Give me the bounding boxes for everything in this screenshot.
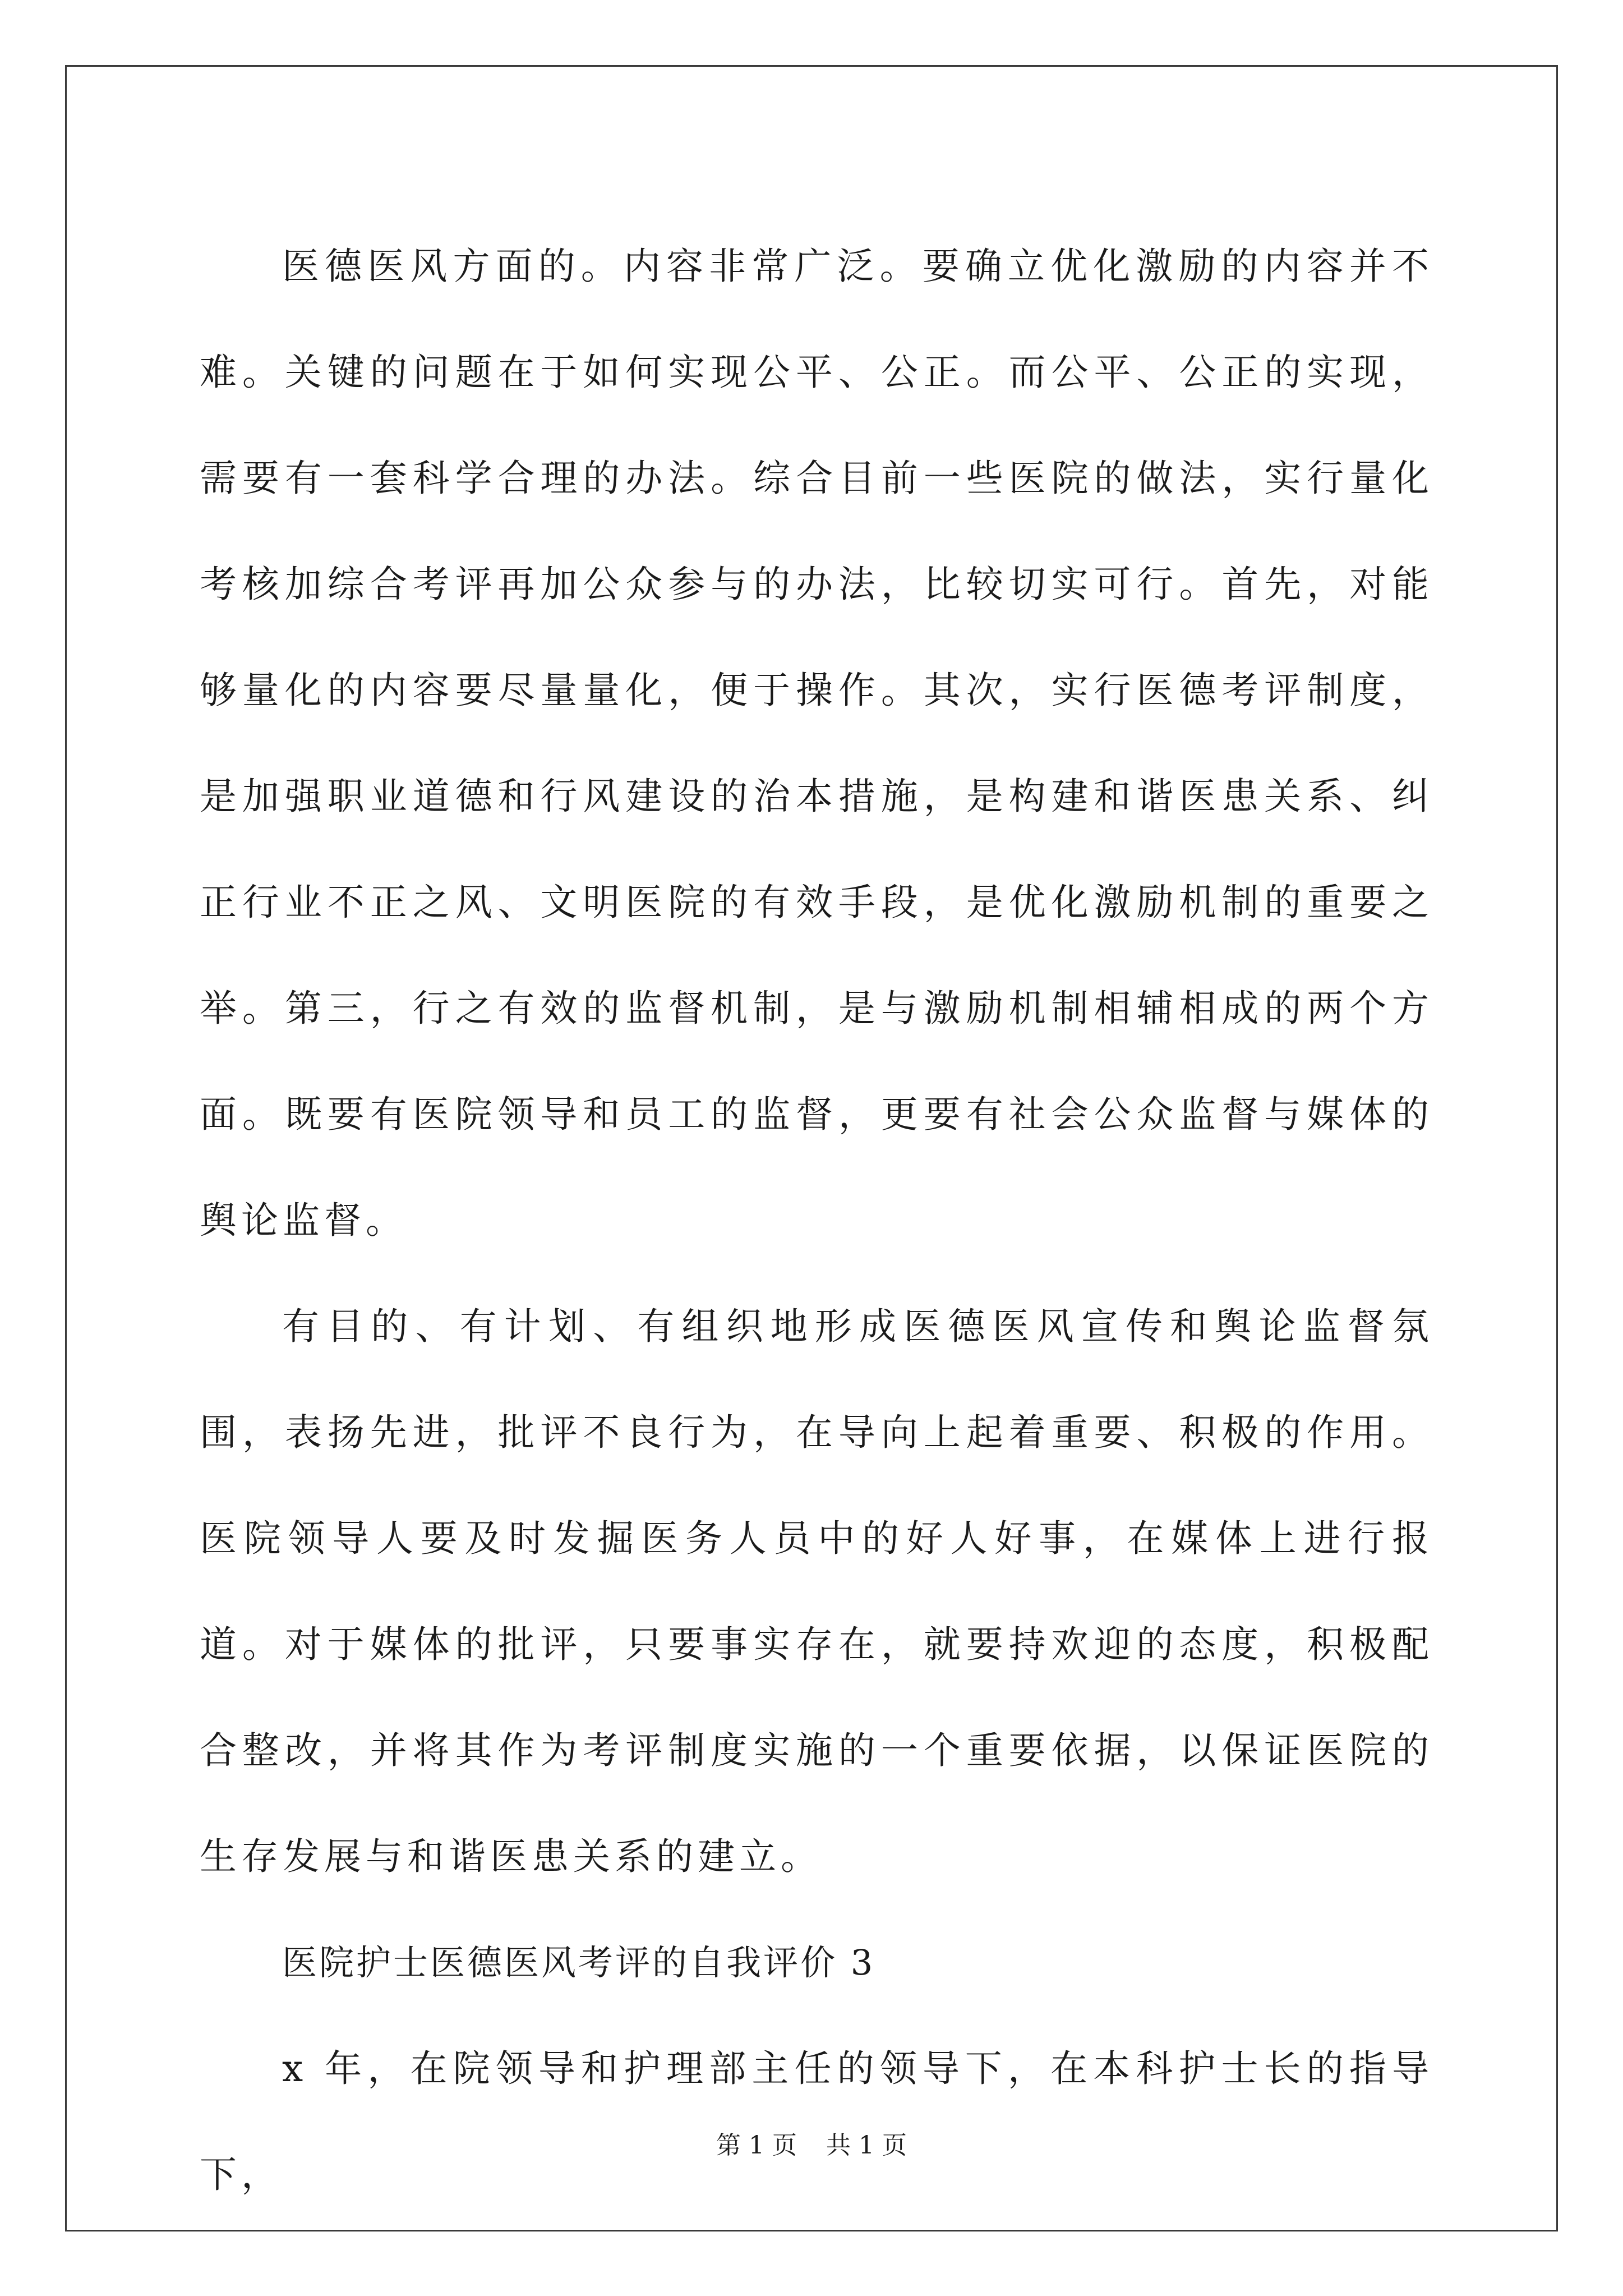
section-heading: 医院护士医德医风考评的自我评价 3 [282, 1942, 875, 1983]
page-number: 第 1 页 [716, 2131, 797, 2160]
page-total: 共 1 页 [826, 2131, 907, 2160]
paragraph-1: 医德医风方面的。内容非常广泛。要确立优化激励的内容并不难。关键的问题在于如何实现公平、公正。而公平、公正的实现，需要有一套科学合理的办法。综合目前一些医院的做法，实行量化考核加综合考评再加公众参与的办法，比较切实可行。首先，对能够量化的内容要尽量量化，便于操作。其次，实行医德考评制度，是加强职业道德和行风建设的治本措施，是构建和谐医患关系、纠正行业不正之风、文明医院的有效手段，是优化激励机制的重要之举。第三，行之有效的监督机制，是与激励机制相辅相成的两个方面。既要有医院领导和员工的监督，更要有社会公众监督与媒体的舆论监督。 [200, 245, 1433, 1242]
paragraph-2: 有目的、有计划、有组织地形成医德医风宣传和舆论监督氛围，表扬先进，批评不良行为，在导向上起着重要、积极的作用。医院领导人要及时发掘医务人员中的好人好事，在媒体上进行报道。对于媒体的批评，只要事实存在，就要持欢迎的态度，积极配合整改，并将其作为考评制度实施的一个重要依据，以保证医院的生存发展与和谐医患关系的建立。 [200, 1305, 1433, 1878]
page-footer [0, 2129, 1623, 2162]
paragraph-3: x 年，在院领导和护理部主任的领导下，在本科护士长的指导下， [200, 2047, 1433, 2196]
document-body [200, 213, 1433, 2228]
